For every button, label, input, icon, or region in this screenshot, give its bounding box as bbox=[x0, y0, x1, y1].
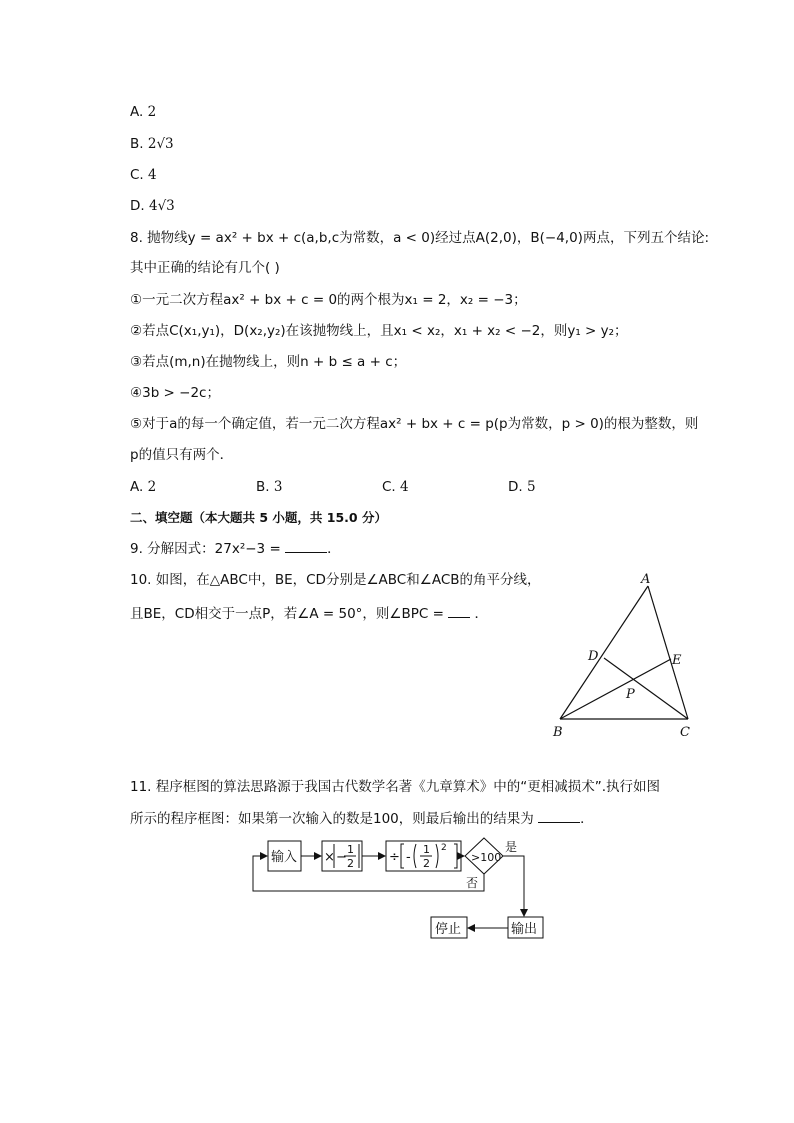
q10-line2: 且BE，CD相交于一点P，若∠A = 50°，则∠BPC = bbox=[130, 606, 444, 622]
q11-line1: 11. 程序框图的算法思路源于我国古代数学名著《九章算术》中的“更相减损术”.执行如图 bbox=[130, 779, 661, 795]
flow-multiply-sign: × bbox=[324, 850, 335, 865]
q10-line2-wrap bbox=[130, 603, 488, 624]
q8-option-c: C. 4 bbox=[382, 479, 409, 495]
q10-tail: ． bbox=[474, 606, 489, 622]
label-c: C bbox=[680, 725, 690, 740]
flow-compare-label: >100 bbox=[471, 851, 502, 864]
section2-title: 二、填空题（本大题共 5 小题，共 15.0 分） bbox=[130, 510, 387, 525]
q11-answer-blank[interactable] bbox=[538, 808, 580, 823]
side-ab bbox=[560, 586, 648, 719]
label-d: D bbox=[588, 649, 599, 664]
q7-option-a: A. 2 bbox=[130, 104, 157, 120]
q7-option-b: B. 2√3 bbox=[130, 136, 174, 152]
label-b: B bbox=[553, 725, 563, 740]
flow-stop-label: 停止 bbox=[435, 922, 462, 937]
flow-fraction-num: 1 bbox=[347, 843, 354, 856]
flow-yes-label: 是 bbox=[505, 840, 518, 854]
segment-be bbox=[560, 659, 671, 719]
label-a: A bbox=[641, 572, 651, 587]
q8-item-3: ③若点(m,n)在抛物线上，则n + b ≤ a + c； bbox=[130, 354, 407, 370]
flow-minus-sign: - bbox=[406, 850, 411, 865]
flow-fraction2-num: 1 bbox=[423, 843, 430, 856]
q9 bbox=[130, 538, 341, 559]
q7-option-d: D. 4√3 bbox=[130, 198, 175, 214]
flow-no-label: 否 bbox=[466, 876, 479, 890]
label-p: P bbox=[626, 687, 635, 702]
q9-answer-blank[interactable] bbox=[285, 538, 327, 553]
q7-option-c: C. 4 bbox=[130, 167, 157, 183]
q11-tail: ． bbox=[580, 811, 594, 827]
q8-stem-line2: 其中正确的结论有几个( ) bbox=[130, 260, 280, 276]
label-e: E bbox=[672, 653, 682, 668]
q8-item-2: ②若点C(x₁,y₁)，D(x₂,y₂)在该抛物线上，且x₁ < x₂，x₁ + x₂ < −2，则y₁ > y₂； bbox=[130, 323, 628, 339]
flow-fraction2-den: 2 bbox=[423, 857, 430, 870]
q8-option-a: A. 2 bbox=[130, 479, 157, 495]
q8-option-b: B. 3 bbox=[256, 479, 283, 495]
flow-input-label: 输入 bbox=[271, 850, 298, 865]
q8-item-1: ①一元二次方程ax² + bx + c = 0的两个根为x₁ = 2，x₂ = −3； bbox=[130, 292, 527, 308]
flowchart bbox=[240, 830, 560, 945]
q10-line1: 10. 如图，在△ABC中，BE，CD分别是∠ABC和∠ACB的角平分线， bbox=[130, 572, 541, 588]
q11-line2: 所示的程序框图：如果第一次输入的数是100，则最后输出的结果为 bbox=[130, 811, 534, 827]
q8-option-d: D. 5 bbox=[508, 479, 536, 495]
flow-fraction-den: 2 bbox=[347, 857, 354, 870]
flow-output-label: 输出 bbox=[511, 922, 538, 937]
side-ac bbox=[648, 586, 688, 719]
q10-answer-blank[interactable] bbox=[448, 603, 470, 618]
flow-divide-sign: ÷ bbox=[389, 850, 400, 865]
q9-text: 9. 分解因式：27x²−3 = bbox=[130, 541, 281, 557]
q8-stem-line1: 8. 抛物线y = ax² + bx + c(a,b,c为常数，a < 0)经过点A(2,0)，B(−4,0)两点，下列五个结论: bbox=[130, 230, 709, 246]
q8-item-4: ④3b > −2c； bbox=[130, 385, 220, 401]
q8-item-5: ⑤对于a的每一个确定值，若一元二次方程ax² + bx + c = p(p为常数，p > 0)的根为整数，则 bbox=[130, 416, 699, 432]
flow-exponent: 2 bbox=[441, 843, 447, 853]
q8-item-5-cont: p的值只有两个． bbox=[130, 447, 234, 463]
triangle-figure bbox=[540, 568, 710, 746]
flow-negative-sign: − bbox=[336, 850, 347, 865]
q11-line2-wrap bbox=[130, 808, 594, 829]
q9-tail: ． bbox=[327, 541, 341, 557]
q8-options bbox=[130, 477, 580, 497]
